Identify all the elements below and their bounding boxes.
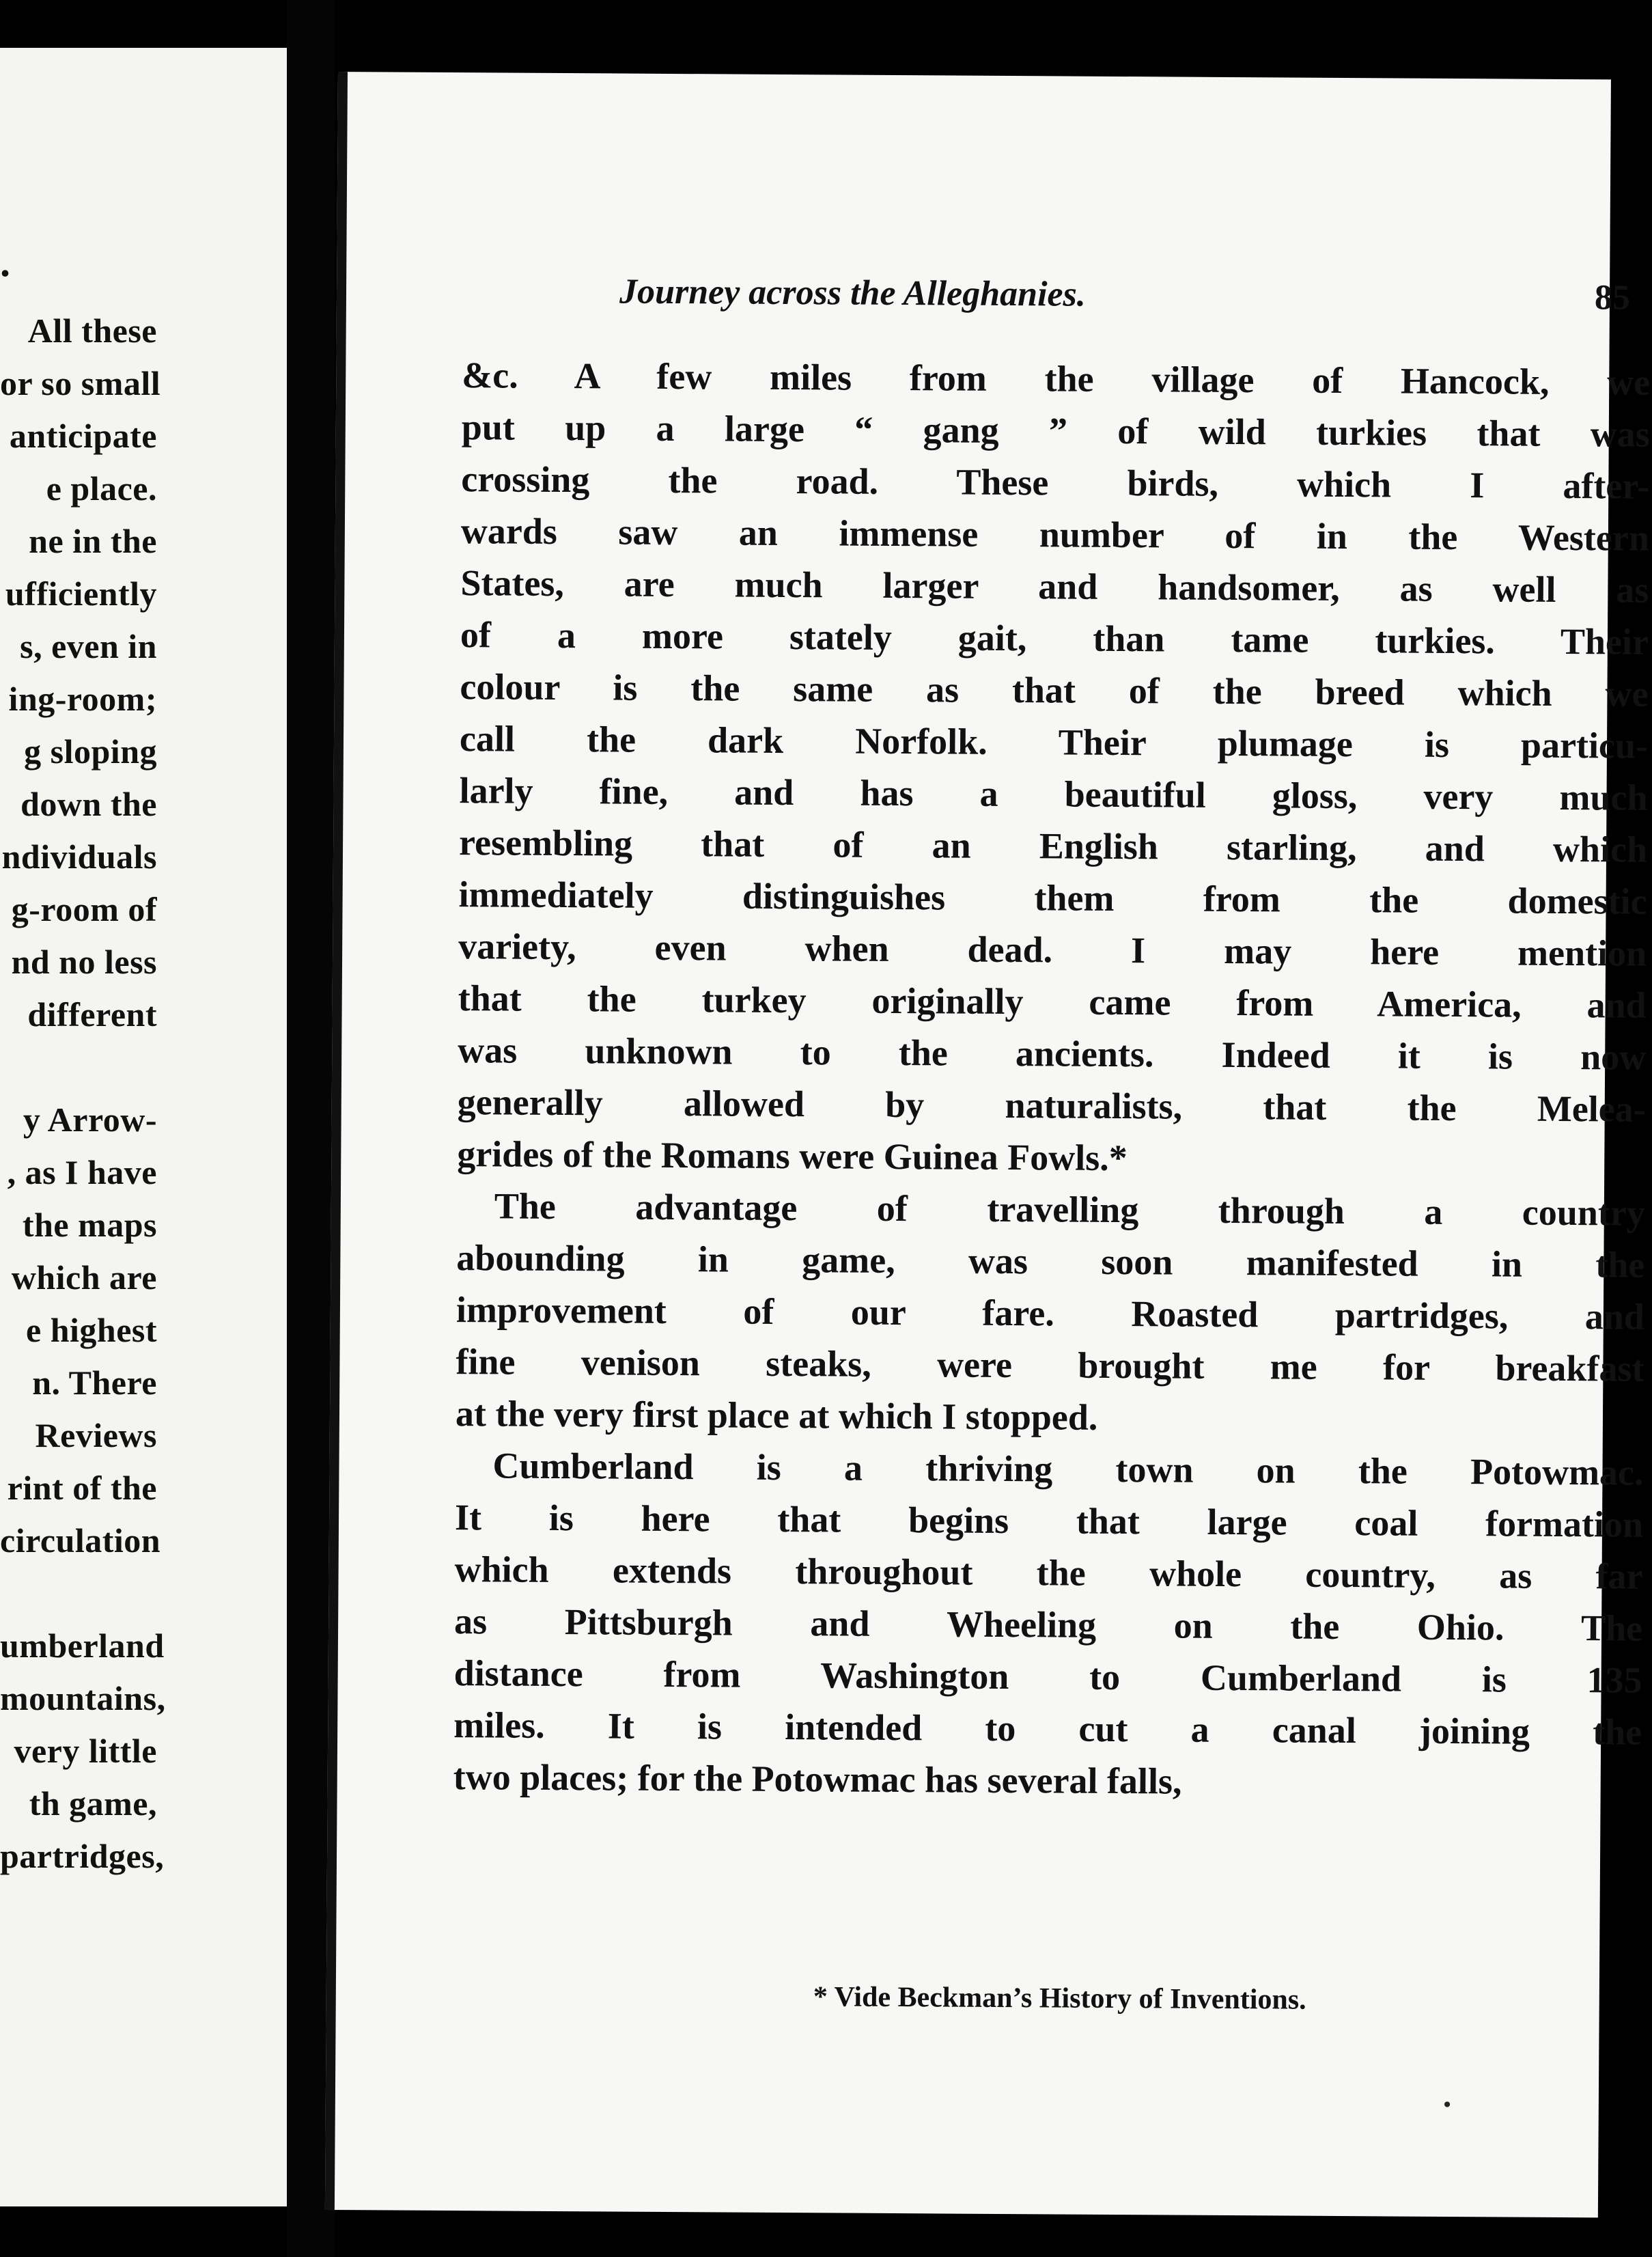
text-line: resembling that of an English starling, and which [458, 822, 1648, 870]
left-page-line: different [27, 995, 157, 1034]
text-line: It is here that begins that large coal formation [454, 1497, 1644, 1545]
left-page-line: partridges, [0, 1837, 165, 1875]
running-head [619, 272, 1631, 318]
text-line: variety, even when dead. I may here mention [458, 926, 1647, 974]
footnote: * Vide Beckman’s History of Inventions. [813, 1981, 1306, 2016]
left-page-line: g sloping [24, 732, 157, 771]
left-page-line: ndividuals [1, 837, 157, 876]
left-page-line: Reviews [35, 1416, 157, 1454]
left-page-line: very little [14, 1732, 157, 1770]
text-line: at the very first place at which I stopped. [455, 1393, 1098, 1438]
left-page-line: umberland [0, 1626, 165, 1665]
text-line: immediately distinguishes them from the domestic [458, 874, 1647, 922]
text-line: &c. A few miles from the village of Hancock, we [462, 355, 1651, 403]
left-page-line: anticipate [9, 417, 157, 455]
left-page-line: e place. [46, 469, 157, 508]
text-line: fine venison steaks, were brought me for breakfast [456, 1341, 1644, 1389]
left-page-line: , as I have [7, 1153, 157, 1191]
text-line: put up a large “ gang ” of wild turkies that was [461, 406, 1650, 455]
left-page-line: or so small [0, 364, 161, 402]
text-line: colour is the same as that of the breed which we [460, 666, 1649, 715]
text-line: abounding in game, was soon manifested in the [456, 1237, 1645, 1286]
left-page-line: y Arrow- [23, 1100, 157, 1139]
text-line: two places; for the Potowmac has several falls, [453, 1756, 1182, 1802]
text-line: grides of the Romans were Guinea Fowls.* [457, 1133, 1128, 1179]
left-margin-fragment: . [0, 240, 10, 285]
left-page-line: mountains, [0, 1679, 166, 1717]
text-line: which extends throughout the whole country, as far [454, 1549, 1643, 1597]
running-title: Journey across the Alleghanies. [619, 272, 1087, 314]
left-page-line: All these [27, 311, 157, 350]
left-page-line: rint of the [7, 1469, 157, 1507]
left-page-line: nd no less [11, 943, 157, 981]
left-page-line: which are [11, 1258, 157, 1297]
speck-mark: • [1441, 2093, 1453, 2117]
text-line: crossing the road. These birds, which I after- [461, 458, 1650, 507]
text-line: Cumberland is a thriving town on the Potowmac. [492, 1445, 1644, 1493]
left-page-line: g-room of [11, 890, 157, 928]
text-line: that the turkey originally came from America, and [458, 978, 1647, 1026]
body-text [453, 349, 1651, 1810]
left-page-line: ne in the [29, 522, 157, 560]
text-line: of a more stately gait, than tame turkies. Their [460, 614, 1649, 663]
text-line: as Pittsburgh and Wheeling on the Ohio. The [453, 1601, 1643, 1649]
left-page-line: n. There [32, 1363, 157, 1402]
text-line: miles. It is intended to cut a canal joining the [453, 1704, 1642, 1753]
text-line: States, are much larger and handsomer, as well as [460, 562, 1649, 611]
text-line: was unknown to the ancients. Indeed it is now [458, 1029, 1647, 1078]
left-page-line: the maps [22, 1206, 157, 1244]
left-page-line: e highest [26, 1311, 157, 1349]
text-line: improvement of our fare. Roasted partridges, and [456, 1289, 1645, 1338]
left-page-line: ufficiently [5, 574, 157, 613]
left-page-line: down the [20, 785, 157, 823]
right-page [325, 72, 1651, 2217]
text-line: larly fine, and has a beautiful gloss, very much [459, 770, 1648, 818]
left-page-line: s, even in [20, 627, 157, 665]
left-page-line: ing-room; [8, 680, 157, 718]
left-page-line: th game, [29, 1784, 157, 1823]
left-page-line: circulation [0, 1521, 161, 1560]
page-number: 85 [1594, 278, 1631, 318]
text-line: call the dark Norfolk. Their plumage is particu- [459, 718, 1649, 766]
left-page [0, 48, 290, 2206]
text-line: wards saw an immense number of in the Western [460, 510, 1650, 559]
text-line: generally allowed by naturalists, that the Melea- [457, 1081, 1646, 1130]
text-line: The advantage of travelling through a country [494, 1185, 1646, 1234]
text-line: distance from Washington to Cumberland is 135 [453, 1652, 1642, 1701]
